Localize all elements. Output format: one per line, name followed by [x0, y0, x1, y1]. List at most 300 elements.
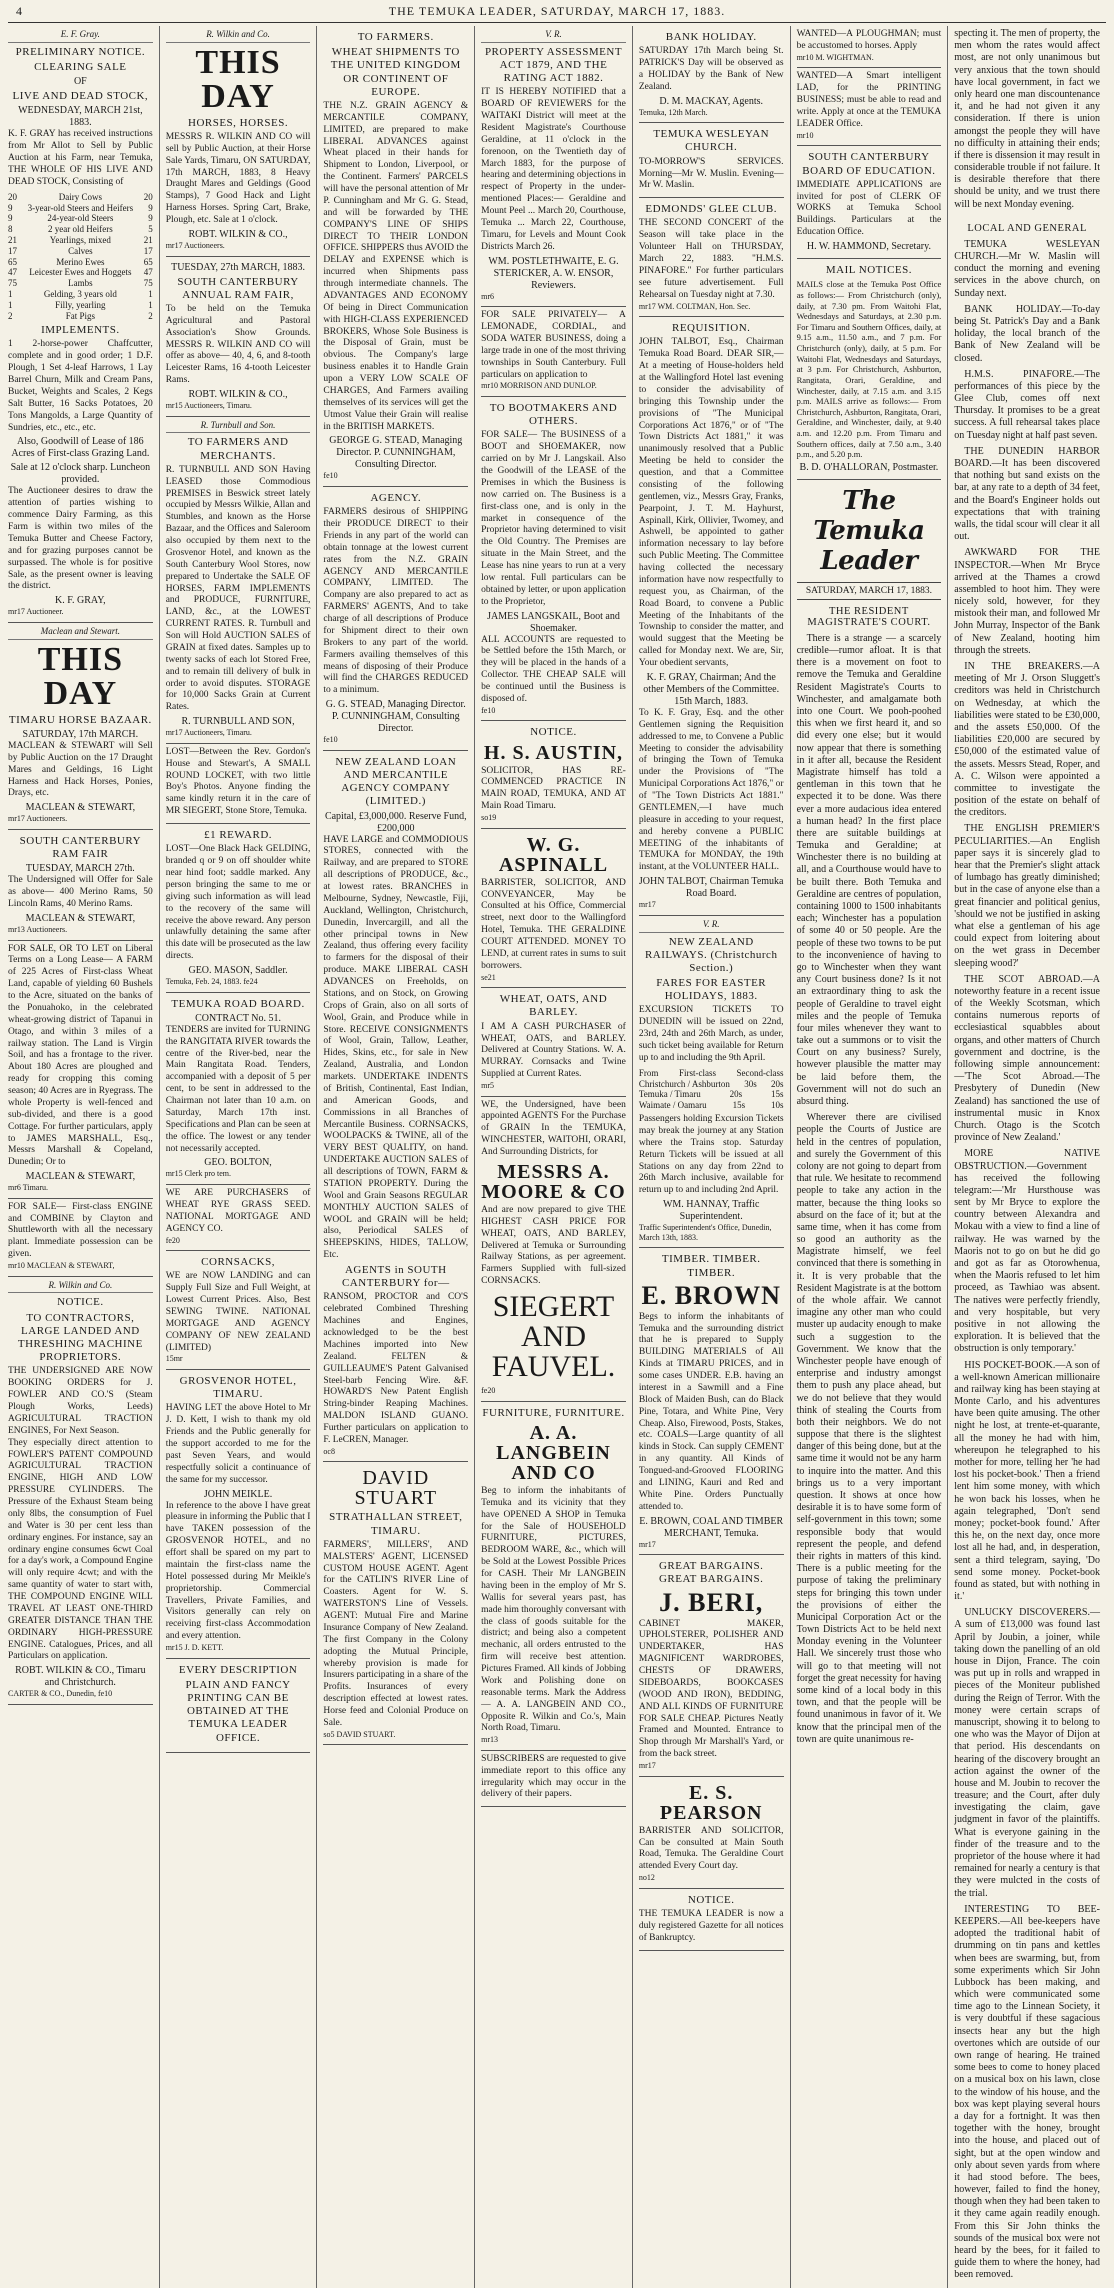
bank-holiday-ad: [639, 26, 784, 123]
ad-lead: PLAIN AND FANCY PRINTING CAN BE OBTAINED AT THE TEMUKA LEADER OFFICE.: [185, 1678, 291, 1744]
stock-count: 1: [8, 288, 13, 299]
ad-body: And are now prepared to give THE HIGHEST CASH PRICE FOR WHEAT, OATS, AND BARLEY, Delivered at Temuka or Surrounding Railway Stations, as per agreement. Farmers Supplied with full-sized CORNSACKS.: [481, 1204, 626, 1287]
road-board-ad: [166, 993, 311, 1185]
engine-sale-ad: [8, 1199, 153, 1277]
ad-signature: ROBT. WILKIN & CO.,: [188, 228, 288, 240]
ad-title: GROSVENOR HOTEL, TIMARU.: [179, 1375, 297, 1401]
ad-lead: The Undersigned will Offer for Sale as above— 400 Merino Rams, 50 Lincoln Rams, 40 Merino Rams.: [8, 875, 153, 910]
turnbull-ad: [166, 417, 311, 744]
ad-lead: R. TURNBULL AND SON Having LEASED those Commodious PREMISES in Beswick street lately occupied by Messrs Wilkie, Allan and Stumbles, and known as the Horse Bazaar, and the Offices and Saleroom also occupied by them next to the Grosvenor Hotel, and known as the South Canterbury Wool Stores, now prepared to Undertake the SALE OF HORSES, FARM IMPLEMENTS and PRODUCE, FURNITURE, LAND, &c., at the LOWEST CURRENT RATES. R. Turnbull and Son will Hold AUCTION SALES of GRAIN at fixed dates. Samples up to twenty sacks of each lot Stored Free, and to remain till delivery of bulk in order to avoid disputes. STORAGE for 10,000 Sacks Grain at Current Rates.: [165, 464, 311, 713]
ad-signature: MACLEAN & STEWART,: [25, 802, 136, 814]
stock-description: 3-year-old Steers and Heifers: [27, 202, 134, 213]
ad-footer: mr13: [481, 1735, 499, 1745]
masthead-rule: [8, 22, 1106, 23]
ad-headline: A. A. LANGBEIN AND CO: [496, 1421, 611, 1484]
ad-lead: Beg to inform the inhabitants of Temuka and its vicinity that they have OPENED A SHOP in Temuka for the Sale of HOUSEHOLD FURNITURE, PICTURES, BEDROOM WARE, &c., which will be Sold at the Lowest Possible Prices for CASH. Their Mr LANGBEIN having been in the employ of Mr S. Wallis for several years past, has made him thoroughly conversant with the class of goods suitable for the district; and being also a competent mechanic, all orders entrusted to the firm will receive best attention. Pictures Framed. All kinds of Jobbing Work and Polishing done on reasonable terms. Mark the Address— A. A. LANGBEIN AND CO., Opposite R. Wilkin and Co.'s, Main North Road, Timaru.: [481, 1485, 626, 1734]
printing-ad: [166, 1659, 311, 1753]
local-general-items: [954, 237, 1100, 2288]
ad-footer: no12: [638, 1873, 655, 1883]
ad-date: WEDNESDAY, MARCH 21st, 1883.: [18, 105, 143, 129]
ad-footer: mr17 WM. COLTMAN, Hon. Sec.: [638, 301, 751, 311]
ad-footer: mr5: [481, 1081, 495, 1091]
ad-title: £1 REWARD.: [204, 829, 273, 842]
ad-lead: HAVE LARGE and COMMODIOUS STORES, connected with the Railway, and are prepared to STORE all descriptions of PRODUCE, &c., at lowest rates. BRANCHES in Melbourne, Sydney, Newcastle, Fiji, Auckland, Wellington, Christchurch, Dunedin, Invercargill, and all the other principal towns in New Zealand, thus offering every facility to farmers for the disposal of their produce. MAKE LIBERAL CASH ADVANCES on Freeholds, on Stations, and on Stock, on Growing Crops of Grain, also on all sorts of Wool, Grain, and Produce while in Store. RECEIVE CONSIGNMENTS of Wool, Grain, Tallow, Leather, Hides, Skins, etc., for sale in New Zealand, Australia, and London markets. UNDERTAKE INDENTS of British, Continental, East Indian, and American Goods, and Commissions in all Branches of Mercantile Business. CORNSACKS, WOOLPACKS & TWINE, all of the VERY BEST QUALITY, on hand. UNDERTAKE AUCTION SALES of all descriptions of TOWN, FARM & STATION PROPERTY. During the Wool and Grain Seasons REGULAR MONTHLY AUCTION SALES of WOOL and GRAIN will be held; also, Periodical SALES of SHEEPSKINS, HIDES, TALLOW, Etc.: [323, 834, 469, 1261]
ad-lead: FOR SALE— First-class ENGINE and COMBINE by Clayton and Shuttleworth with all the necessary plant. Immediate possession can be given.: [8, 1201, 153, 1260]
fare-cell: 15s: [771, 1089, 784, 1100]
gazette-notice: [639, 1889, 784, 1951]
reward-ad: [166, 824, 311, 993]
stock-count: 2: [8, 310, 13, 321]
lad-wanted-ad: [797, 68, 942, 146]
stock-description: Dairy Cows: [58, 191, 102, 202]
ploughman-wanted-ad: [797, 26, 942, 68]
ad-title: PROPERTY ASSESSMENT ACT 1879, AND THE RATING ACT 1882.: [484, 45, 623, 85]
masthead-title: THE TEMUKA LEADER, SATURDAY, MARCH 17, 1883.: [388, 4, 726, 18]
furniture-ad: [481, 1402, 626, 1751]
ad-headline: J. BERI,: [659, 1587, 764, 1617]
stock-count: 65: [143, 256, 153, 267]
ad-footer: mr15 Clerk pro tem.: [165, 1169, 232, 1179]
ad-lead: CABINET MAKER, UPHOLSTERER, POLISHER AND UNDERTAKER, HAS MAGNIFICENT WARDROBES, CHESTS OF DRAWERS, SIDEBOARDS, BOOKCASES (WOOD AND IRON), BEDDING, AND ALL KINDS OF FURNITURE FOR SALE CHEAP. Pictures Neatly Framed and Mounted. Entrance to Shop through Mr Marshall's Yard, or from the back street.: [638, 1618, 784, 1760]
ad-footer: so5 DAVID STUART.: [323, 1729, 396, 1739]
news-item: UNLUCKY DISCOVERERS.—A sum of £13,000 was found last April by Joubin, a joiner, while taking down the panelling of an old house in Dijon, France. The coin was put up in rolls and wrapped in pieces of the Moniteur published during the Reign of Terror. With the money were certain scraps of manuscript, showing it to belong to one who was the Mayor of Dijon at that period. His descendants on hearing of the discovery brought an action against the owner of the house and M. Joubin to recover the treasure; and the Court, after duly investigating the claim, gave judgment in favor of the plaintiffs. What is everyone gaining in the finder of the treasure and to the proprietor of the house where it had remained for nearly a century is that they were mulcted in the costs of the trial.: [954, 1607, 1100, 1899]
stock-count: 17: [8, 245, 17, 256]
ad-date: TUESDAY, 27th MARCH, 1883.: [171, 261, 306, 273]
ad-footer: mr6: [481, 291, 495, 301]
ad-lead: FOR SALE— The BUSINESS of a BOOT and SHOEMAKER, now carried on by Mr J. Langskail. Also the Goodwill of the LEASE of the Premises in which the Business is now carried on. The Business is a first-class one, and is only in the market in consequence of the Proprietor having determined to visit the Old Country. The Premises are situate in the Main Street, and the Lease has nine years to run at a very low rental. Full particulars can be obtained by letter, or upon application to the Proprietor,: [481, 430, 626, 607]
ad-headline: W. G. ASPINALL: [498, 833, 609, 876]
fares-header-row: [639, 1068, 784, 1079]
bootmakers-ad: [481, 397, 626, 721]
column-6: [797, 26, 949, 2288]
stock-count: 5: [148, 224, 153, 235]
ad-footer: CARTER & CO., Dunedin, fe10: [8, 1689, 113, 1699]
ad-signature: GEORGE G. STEAD, Managing Director. P. CUNNINGHAM, Consulting Director.: [329, 435, 463, 471]
property-assessment-ad: [481, 26, 626, 307]
ad-lead: THE UNDERSIGNED ARE NOW BOOKING ORDERS for J. FOWLER AND CO.'S (Steam Plough Works, Leeds) AGRICULTURAL TRACTION ENGINES, For Next Season.: [8, 1366, 153, 1436]
article-paragraph: There is a strange — a scarcely credible—rumor afloat. It is that there is a movement on foot to remove the Temuka and Geraldine Resident Magistrate's Courts to Winchester, and amalgamate both into one Court. We pooh-poohed this when we first heard it, and so did every one else; but it would now appear that there is something in it after all, because the Resident Magistrate himself has told a gentleman in this town that he expected it to be done. Was there ever a more audacious idea entered a human head? In the first place there are suitable buildings at Temuka and Geraldine; at Winchester there is no building at all, and a Courthouse would have to be built there. Both Temuka and Geraldine are centres of population, containing 1000 to 1500 inhabitants each; Winchester has a population of some 40 or 50 people. Are the people of these two towns to be put to the inconvenience of having to go to Winchester when they want any Court business done? Is it not an extraordinary thing to ask the people of Geraldine to travel eight miles and the people of Temuka four miles whenever they want to take out a summons or to visit the Court on any business? Surely, however plausible the matter may be laid before them, the Government will not do such an absurd thing.: [796, 632, 942, 1107]
ad-signature: E. BROWN, COAL AND TIMBER MERCHANT, Temuka.: [639, 1515, 784, 1539]
farm-sale-ad: [8, 941, 153, 1199]
ad-signature-2: JOHN TALBOT, Chairman Temuka Road Board.: [638, 876, 784, 900]
ad-signature: K. F. GRAY,: [55, 595, 106, 607]
ad-lead: BARRISTER, SOLICITOR, AND CONVEYANCER, May be Consulted at his Office, Commercial street, next door to the Wallingford Hotel, Temuka. THE GERALDINE COURT ATTENDED. MONEY TO LEND, at current rates in sums to suit borrowers.: [481, 877, 626, 971]
ad-lead: IT IS HEREBY NOTIFIED that a BOARD OF REVIEWERS for the WAITAKI District will meet at the Resident Magistrate's Courthouse Geraldine, at 11 o'clock in the forenoon, on the Twentieth day of March 1883, for the purpose of hearing and determining objections in respect of Property in the under-mentioned Places:— Geraldine and Mount Peel ... March 20, Courthouse, Temuka ... March 22, Courthouse, Timaru, for Levels and Mount Cook Districts March 26.: [481, 87, 626, 252]
stock-description: 24-year-old Steers: [47, 213, 114, 224]
article-title: THE RESIDENT MAGISTRATE'S COURT.: [807, 605, 931, 628]
ad-title: BANK HOLIDAY.: [665, 31, 757, 43]
fares-row: [639, 1089, 784, 1100]
ad-firm-name: SIEGERT AND FAUVEL.: [491, 1290, 616, 1384]
fare-cell: Second-class: [736, 1067, 784, 1078]
ad-body: Passengers holding Excursion Tickets may break the journey at any Station where the Trains stop. Saturday Return Tickets will be issued at all Stations on any day from 22nd to 26th March inclusive, available for return up to and including 2nd April.: [638, 1114, 784, 1196]
ad-title: NOTICE.: [57, 1296, 104, 1309]
ad-subtitle: TIMARU HORSE BAZAAR.: [8, 713, 152, 726]
ad-body: To K. F. Gray, Esq. and the other Gentlemen signing the Requisition addressed to me, to Convene a Public Meeting to consider the advisability of bringing the Town of Temuka under the Provisions of "The Municipal Corporations Act 1876," or of "The Town Districts Act 1881." GENTLEMEN,—I have much pleasure in acceding to your request, and hereby convene a PUBLIC MEETING of the inhabitants of TEMUKA for MONDAY, the 19th instant, at the VOLUNTEER HALL.: [638, 707, 784, 873]
ad-headline: THIS DAY: [195, 43, 281, 115]
stock-count: 47: [143, 267, 153, 278]
stock-row: [8, 311, 153, 322]
ad-lead: BARRISTER AND SOLICITOR, Can be consulted at Main South Road, Temuka. The Geraldine Court attended Every Court day.: [638, 1825, 784, 1872]
column-3: [323, 26, 475, 2288]
stock-row: [8, 257, 153, 268]
ad-signature: H. W. HAMMOND, Secretary.: [806, 241, 931, 253]
fare-cell: 20s: [771, 1078, 784, 1089]
ad-lead: EXCURSION TICKETS TO DUNEDIN will be issued on 22nd, 23rd, 24th and 26th March, as under, such ticket being available for Return up to and including the 9th April.: [638, 1005, 784, 1063]
ad-header: R. Wilkin and Co.: [8, 1280, 153, 1294]
ad-title: TIMBER. TIMBER. TIMBER.: [661, 1253, 761, 1279]
news-item: MORE NATIVE OBSTRUCTION.—Government has received the following telegram:—'Mr Hursthouse was sent by Mr Bryce to explore the country between Alexandra and Mokau with a view to find a line of railway. He was warned by the Maoris not to go on but he did go and got as far as Otorowhenua, when the Maoris refused to let him proceed, as Tawhiao was absent. The natives were perfectly friendly, and very hospitable, but very positive in not allowing the exploration. It is believed that the obstruction is only temporary.': [954, 1148, 1100, 1355]
ad-title: SOUTH CANTERBURY BOARD OF EDUCATION.: [802, 151, 936, 177]
stock-description: Leicester Ewes and Hoggets: [29, 267, 132, 278]
ad-title: EDMONDS' GLEE CLUB.: [645, 203, 777, 216]
ad-lead: MAILS close at the Temuka Post Office as follows:— From Christchurch (only), daily, at 7.30 pm. From Waitohi Flat, Wednesdays and Saturdays, at 2.30 p.m. For Timaru and Southern Offices, daily, at 9.15 a.m., 11.50 a.m., and 7 p.m. For Christchurch (only), daily, at 5 p.m. For Waitohi Flat, Wednesdays and Saturdays, at 3 p.m. For Christchurch, Ashburton, Rangitata, Orari, Geraldine, and Winchester, daily, at 7.15 a.m. and 3.15 p.m. MAILS arrive as follows:— From Christchurch, Ashburton, Rangitata, Orari, Geraldine, and Winchester, daily, at 9.40 a.m. and 12.20 p.m. From Timaru and Southern offices, daily at 7.50 a.m., 3.40 p.m., and 5.20 p.m.: [796, 279, 942, 460]
stock-description: Gelding, 3 years old: [43, 288, 117, 299]
grain-purchaser-ad: [481, 988, 626, 1096]
stock-row: [8, 289, 153, 300]
stock-count: 2: [148, 310, 153, 321]
requisition-ad: [639, 317, 784, 916]
stock-count: 20: [8, 191, 17, 202]
stock-count: 21: [143, 234, 153, 245]
fare-cell: 15s: [732, 1100, 746, 1111]
ad-lead: TO-MORROW'S SERVICES. Morning—Mr W. Muslin. Evening—Mr W. Maslin.: [638, 156, 784, 191]
fares-table: [639, 1068, 784, 1111]
grain-agents-ad: [481, 1097, 626, 1402]
ad-body: ALL ACCOUNTS are requested to be Settled before the 15th March, or they will be placed in the hands of a Collector. THE CHEAP SALE will be continued until the Business is disposed of.: [481, 634, 626, 704]
clearing-sale-ad: [8, 26, 153, 623]
news-item: TEMUKA WESLEYAN CHURCH.—Mr W. Maslin will conduct the morning and evening services in the above church, on Sunday next.: [954, 238, 1100, 299]
ad-header: E. F. Gray.: [8, 29, 153, 43]
ad-title: PRELIMINARY NOTICE.: [15, 45, 146, 58]
ad-signature: R. TURNBULL AND SON,: [181, 716, 295, 728]
wheat-shipments-ad: [323, 26, 468, 487]
ad-lead: HAVING LET the above Hotel to Mr J. D. Kett, I wish to thank my old Friends and the Public generally for the support accorded to me for the past Seven Years, and would respectfully solicit a continuance of the same for my successor.: [165, 1403, 311, 1485]
stock-count: 17: [143, 245, 153, 256]
local-general-title: LOCAL AND GENERAL: [967, 222, 1087, 234]
mail-notices: [797, 259, 942, 480]
ad-subtitle: WHEAT SHIPMENTS TO THE UNITED KINGDOM OR CONTINENT OF EUROPE.: [330, 46, 461, 98]
ad-header: V. R.: [639, 919, 784, 933]
ad-lead: THE TEMUKA LEADER is now a duly registered Gazette for all notices of Bankruptcy.: [638, 1908, 784, 1943]
stock-row: [8, 213, 153, 224]
ad-lead: FOR SALE PRIVATELY— A LEMONADE, CORDIAL, and SODA WATER BUSINESS, doing a large trade in one of the most thriving townships in South Canterbury. Full particulars on application to: [481, 310, 626, 380]
ad-footer: Temuka, Feb. 24, 1883. fe24: [165, 977, 258, 986]
column-7: [954, 26, 1106, 2288]
ad-subtitle-2: LIVE AND DEAD STOCK,: [12, 90, 149, 103]
ad-footer: mr6 Timaru.: [8, 1183, 49, 1193]
news-item: IN THE BREAKERS.—A meeting of Mr J. Orson Sluggett's creditors was held in Christchurch on Wednesday, at which the liabilities were stated to be £30,000, and the assets £50,000. Of the liabilities £20,000 are secured by £50,000 of the estimated value of the assets. Messrs Stead, Roper, and A. C. Wilson were appointed a committee to investigate the position of the estate on behalf of the creditors.: [954, 661, 1100, 819]
horses-sale-ad: [166, 26, 311, 257]
ad-footer: mr17: [638, 1761, 656, 1771]
ad-title: NOTICE.: [530, 726, 577, 739]
implements-heading: IMPLEMENTS.: [41, 324, 120, 337]
grosvenor-hotel-ad: [166, 1370, 311, 1659]
ad-signature: MACLEAN & STEWART,: [25, 1171, 136, 1183]
stock-list: [8, 192, 153, 322]
ad-lead: THE SECOND CONCERT of the Season will take place in the Volunteer Hall on THURSDAY, March 22, 1883. "H.M.S. PINAFORE." For further particulars see future advertisement. Full Rehearsal on Tuesday night at 7.30.: [638, 218, 784, 300]
stock-count: 75: [143, 278, 153, 289]
ad-title: EVERY DESCRIPTION: [178, 1663, 298, 1676]
stock-description: Calves: [68, 245, 93, 256]
ad-title: TO BOOTMAKERS AND OTHERS.: [489, 402, 618, 428]
fare-cell: Christchurch / Ashburton: [638, 1078, 730, 1089]
ad-footer: fe20: [481, 1386, 496, 1396]
page-columns: [8, 26, 1106, 2281]
stock-count: 20: [143, 191, 153, 202]
wesleyan-church-ad: [639, 123, 784, 198]
ad-subtitle: FARES FOR EASTER HOLIDAYS, 1883.: [656, 977, 767, 1003]
timber-ad: [639, 1248, 784, 1555]
aspinall-ad: [481, 829, 626, 989]
stock-count: 9: [148, 202, 153, 213]
loan-agency-ad: [323, 751, 468, 1463]
subscribers-notice: [481, 1751, 626, 1808]
stock-row: [8, 235, 153, 246]
fare-cell: Waimate / Oamaru: [638, 1100, 707, 1111]
news-item: BANK HOLIDAY.—To-day being St. Patrick's Day and a Bank holiday, the local branch of the Bank of New Zealand will be closed.: [954, 303, 1100, 364]
article-paragraph: Wherever there are civilised people the Courts of Justice are held in the centres of population, and surely the Government of this colony are not going to depart from that rule. We hesitate to recommend people to take any action in the matter, because the thing looks so absurd on the face of it; but at the same time, when it has come from so good an authority as the Magistrate himself, we feel convinced that there is something in it. It is very probable that the Resident Magistrate is at the bottom of the whole affair. We cannot imagine any other man who could muster up audacity enough to make such a suggestion to the Government. We know that the Winchester people have enough of enterprise and industry amongst them to push any place ahead, but we do not believe that they would think of stealing the Courts from both their neighbors. We do not suppose that there is the slightest danger of this being done, but at the same time it would not be any harm to inquire into the matter. And this brings us to a very important question. It shows at once how desirable it is to have some form of self-government in this town; some responsible body that would represent the people, and defend their rights in matters of this kind. There is a public meeting for the purpose of taking the preliminary steps for bringing this town under the provisions of either the Municipal Corporation Act or the Town Districts Act to be held next Monday evening in the Volunteer Hall. We sincerely trust those who will go to that meeting will not forget the great necessity for having some kind of a local body in this town, and that the people will be found unanimous in favor of it. We know that the principal men of the town are quite unanimous re-: [796, 1112, 942, 1745]
ad-lead: JOHN TALBOT, Esq., Chairman Temuka Road Board. DEAR SIR,—At a meeting of House-holders held at the Wallingford Hotel last evening to consider the advisability of bringing this Township under the provisions of "The Municipal Corporations Act 1876," or of "The Town Districts Act 1881," it was unanimously resolved that a Public Meeting be held to consider the question, and that a Committee consisting of the following gentlemen, viz., Messrs Gray, Franks, Pearpoint, J. T. M. Hayhurst, Aspinall, Kirk, Ollivier, Twomey, and Ashwell, be appointed to gather information necessary to lay before such Public Meeting. The Committee having collected the necessary information have now respectfully to request you, as Chairman, of the Road Board, to convene a Public Meeting of the Inhabitants of the Township to consider the matter, and would suggest that the Meeting be called for Monday next. We are, Sir, Your obedient servants,: [638, 337, 784, 668]
stock-description: Fat Pigs: [65, 310, 95, 321]
ad-lead: K. F. GRAY has received instructions from Mr Allot to Sell by Public Auction at his Farm, near Temuka, THE WHOLE OF HIS LIVE AND DEAD STOCK, Consisting of: [8, 129, 153, 187]
ad-subtitle: Capital, £3,000,000. Reserve Fund, £200,000: [324, 810, 467, 834]
ad-footer: mr10 MORRISON AND DUNLOP.: [481, 381, 597, 391]
ad-title: TO FARMERS.: [357, 31, 434, 43]
newspaper-dateline: SATURDAY, MARCH 17, 1883.: [797, 582, 942, 600]
stock-description: Lambs: [68, 278, 93, 289]
ad-header: V. R.: [481, 29, 626, 43]
ad-signature: GEO. MASON, Saddler.: [188, 965, 288, 976]
ad-footer: mr17: [638, 1539, 656, 1549]
ad-footer: fe10: [323, 735, 338, 745]
ad-lead: SATURDAY 17th March being St. PATRICK'S Day will be observed as a HOLIDAY by the Bank of New Zealand.: [638, 46, 784, 92]
ad-footer: so19: [481, 813, 497, 823]
ad-footer: Temuka, 12th March.: [638, 107, 708, 117]
stock-description: Filly, yearling: [55, 299, 106, 310]
column-1: [8, 26, 160, 2288]
stock-count: 8: [8, 224, 13, 235]
stock-row: [8, 300, 153, 311]
ad-lead: WE are NOW LANDING and can Supply Full Size and Full Weight, at Lowest Current Prices. Also, Best SEWING TWINE. NATIONAL MORTGAGE AND AGENCY COMPANY OF NEW ZEALAND (LIMITED): [165, 1271, 311, 1353]
stock-count: 21: [8, 234, 17, 245]
ad-header: R. Wilkin and Co.: [166, 29, 311, 43]
ad-subtitle: CORNSACKS,: [201, 1256, 275, 1269]
ad-header: Maclean and Stewart.: [8, 626, 153, 640]
annual-ram-fair-ad: [166, 257, 311, 417]
ad-title: TEMUKA ROAD BOARD.: [171, 997, 305, 1010]
agency-ad: [323, 487, 468, 751]
ad-title: SOUTH CANTERBURY RAM FAIR: [19, 834, 142, 861]
ad-subtitle: HORSES, HORSES.: [188, 116, 289, 129]
ram-fair-ad: [8, 830, 153, 941]
implements-text: 1 2-horse-power Chaffcutter, complete and in good order; 1 D.F. Plough, 1 Set 4-leaf Harrows, 1 Lay Barrel Churn, Milk and Cream Pans, Bucket, Weights and Scales, 2 Kegs Salt Butter, 16 Sacks Potatoes, 20 Tons Mangolds, a Large Quantity of Sundries, etc., etc., etc.: [8, 339, 153, 433]
ad-signature: G. G. STEAD, Managing Director. P. CUNNINGHAM, Consulting Director.: [325, 699, 466, 735]
ad-body: They especially direct attention to FOWLER'S PATENT COMPOUND AGRICULTURAL TRACTION ENGINE, HIGH AND LOW PRESSURE CYLINDERS. The Pressure of the Exhaust Steam being only 8lbs, the consumption of Fuel and Water is 30 per cent less than ordinary engines. For instance, say an ordinary engine consumes 6cwt Coal for a day's work, a Compound Engine will only require 4cwt; and with the same quantity of water to start with, THE COMPOUND ENGINE WILL TRAVEL AT LEAST ONE-THIRD GREATER DISTANCE THAN THE ORDINARY HIGH-PRESSURE ENGINE. Catalogues, Prices, and all Particulars on application.: [8, 1437, 153, 1662]
news-item: THE SCOT ABROAD.—A noteworthy feature in a recent issue of the Weekly Scotsman, which contains numerous reports of ecclesiastical squabbles about organs, and other matters of Church government and doctrine, is the following simple announcement:—'The Scot Abroad.—The Presbytery of Dunedin (New Zealand) has sanctioned the use of instrumental music in Knox Church. Otago is the Scotch province of New Zealand.': [954, 973, 1100, 1144]
stock-count: 65: [8, 256, 17, 267]
solicitor-austin-ad: [481, 721, 626, 828]
ad-lead: THE N.Z. GRAIN AGENCY & MERCANTILE COMPANY, LIMITED, are prepared to make LIBERAL ADVANCES against Wheat placed in their hands for Shipment to London, Liverpool, or the Continent. Farmers' PARCELS will have the personal attention of Mr P. Cunningham and Mr G. G. Stead, and will be forwarded by THE COMPANY'S LINE OF SHIPS DIRECT TO THEIR LONDON OFFICE. SHIPPERS thus AVOID the DELAY and EXPENSE which is incurred when Shipments pass through intermediate channels. The ADVANTAGES AND ECONOMY Of being in Direct Communication with HIGH-CLASS EXPERIENCED BROKERS, Whose Sole Business is the Disposal of Grain, must be obvious. The Company's large business enables it to Handle Grain upon a VERY LOW SCALE OF CHARGES, And Farmers availing themselves of its services will get the Utmost Value their Grain will realise in the BRITISH MARKETS.: [323, 100, 469, 432]
ad-date: SATURDAY, 17th MARCH.: [22, 728, 139, 740]
stock-row: [8, 267, 153, 278]
ad-attention: The Auctioneer desires to draw the attention of parties wishing to commence Dairy Farming, as this Farm is within two miles of the Temuka Butter and Cheese Factory, and for grazing purposes cannot be surpassed. The whole is for positive Sale, as the present owner is leaving the district.: [8, 486, 153, 592]
ad-lead: MACLEAN & STEWART will Sell by Public Auction on the 17 Draught Mares and Geldings, 16 Light Harness and Hack Horses, Ponies, Drays, etc.: [8, 740, 153, 799]
column-2: [166, 26, 318, 2288]
ad-lead: IMMEDIATE APPLICATIONS are invited for post of CLERK OF WORKS at Temuka School Buildings. Particulars at the Education Office.: [796, 179, 942, 238]
stock-count: 1: [8, 299, 13, 310]
ad-lead: SUBSCRIBERS are requested to give immediate report to this office any irregularity which may occur in the delivery of their papers.: [481, 1753, 626, 1800]
ad-subtitle: CLEARING SALE: [34, 60, 127, 73]
ad-signature: B. D. O'HALLORAN, Postmaster.: [799, 461, 939, 473]
ad-title: NOTICE.: [687, 1893, 735, 1906]
ad-footer: 15mr: [165, 1354, 183, 1364]
glee-club-ad: [639, 198, 784, 317]
ad-signature: ROBT. WILKIN & CO., Timaru and Christchurch.: [15, 1665, 146, 1689]
ad-signature: JAMES LANGSKAIL, Boot and Shoemaker.: [487, 610, 620, 634]
ad-footer: mr15 Auctioneers, Timaru.: [165, 401, 252, 411]
ad-footer: mr17 Auctioneers.: [165, 240, 225, 250]
ad-signature: ROBT. WILKIN & CO.,: [188, 389, 288, 401]
ad-lead: FARMERS desirous of SHIPPING their PRODUCE DIRECT to their Friends in any part of the world can obtain tonnage at the lowest current rates from the N.Z. GRAIN AGENCY AND MERCANTILE COMPANY, LIMITED. The Company are also prepared to act as FARMERS' AGENTS, And to take charge of all descriptions of Produce for Shipment direct to their own Brokers to any part of the world. Farmers availing themselves of this means of disposing of their Produce will find the CHARGES REDUCED to a minimum.: [323, 507, 469, 696]
ad-title: NEW ZEALAND RAILWAYS. (Christchurch Section.): [644, 935, 778, 974]
ad-title: MAIL NOTICES.: [825, 264, 912, 277]
stock-description: Yearlings, mixed: [49, 234, 111, 245]
ad-lead: I AM A CASH PURCHASER of WHEAT, OATS, and BARLEY. Delivered at Country Stations. W. A. MURRAY. Cornsacks and Twine Supplied at Current Rates.: [481, 1021, 626, 1080]
ad-signature: MACLEAN & STEWART,: [25, 912, 136, 924]
ad-footer: mr10: [796, 130, 814, 140]
fare-cell: 30s: [744, 1078, 757, 1089]
ad-footer: mr15 J. D. KETT.: [165, 1643, 224, 1652]
stock-count: 75: [8, 278, 17, 289]
masthead: [0, 0, 1114, 22]
ad-title: AGENCY.: [370, 492, 422, 505]
ad-lead: LOST—One Black Hack GELDING, branded q or 9 on off shoulder white near hind foot; saddle marked. Any person bringing the same to me or giving such information as will lead to the recovery of the same will receive the above reward. Any person unlawfully detaining the same after this date will be prosecuted as the law directs.: [165, 844, 311, 962]
ad-sale-time: Sale at 12 o'clock sharp. Luncheon provided.: [10, 462, 151, 486]
fare-cell: 20s: [729, 1089, 743, 1100]
ad-footer: fe10: [481, 705, 496, 715]
ad-also: Also, Goodwill of Lease of 186 Acres of First-class Grazing Land.: [11, 436, 150, 460]
ad-headline: THIS DAY: [37, 640, 123, 712]
ad-lead: MESSRS R. WILKIN AND CO will sell by Public Auction, at their Horse Sale Yards, Timaru, ON SATURDAY, 17th MARCH, 1883, 8 Heavy Draught Mares and Geldings (Good Stamps), 7 Good Hack and Light Harness Horses. Spring Cart, Brake, Plough, etc. Sale at 1 o'clock.: [165, 131, 311, 226]
ad-footer: fe20: [165, 1235, 180, 1245]
ad-agents-text: RANSOM, PROCTOR and CO'S celebrated Combined Threshing Machines and Engines, acknowledged to be the best Machines imported into New Zealand. FELTEN & GUILLEAUME'S Patent Galvanised Steel-barb Fencing Wire. &F. HOWARD'S New Patent English String-binder Reaping Machines. MALDON ISLAND GUANO. Further particulars on application to F. LeCREN, Manager.: [323, 1292, 469, 1445]
ad-lead: WANTED—A Smart intelligent LAD, for the PRINTING BUSINESS; must be able to read and write. Apply at once at the TEMUKA LEADER Office.: [796, 71, 942, 129]
stock-row: [8, 192, 153, 203]
ad-headline: MESSRS A. MOORE & CO: [481, 1160, 626, 1203]
stock-row: [8, 224, 153, 235]
ad-agents-title: AGENTS in SOUTH CANTERBURY for—: [341, 1264, 450, 1290]
article-body: [797, 631, 942, 1752]
ad-lead: SOLICITOR, HAS RE-COMMENCED PRACTICE IN MAIN ROAD, TEMUKA, AND AT Main Road Timaru.: [481, 765, 626, 812]
fare-cell: First-class: [678, 1067, 716, 1078]
railways-ad: [639, 916, 784, 1249]
ad-headline: E. BROWN: [641, 1280, 781, 1310]
news-item: AWKWARD FOR THE INSPECTOR.—When Mr Bryce arrived at the Thames a crowd assembled to hoot him. They were nicely sold, however, for they mistook their man, and followed Mr John Murray, Inspector of the Bank of New Zealand, hooting him through the streets.: [954, 547, 1100, 656]
fare-cell: Temuka / Timaru: [638, 1089, 701, 1100]
ad-title: REQUISITION.: [671, 322, 751, 335]
traction-engine-ad: [8, 1277, 153, 1705]
news-item: H.M.S. PINAFORE.—The performances of this piece by the Glee Club, comes off next Thursday. It promises to be a great success. A full rehearsal takes place on Tuesday night at half past seven.: [954, 368, 1100, 441]
ad-lead: FOR SALE, OR TO LET on Liberal Terms on a Long Lease— A FARM of 225 Acres of First-class Wheat Land, capable of yielding 60 Bushels to the Acre, situated on the banks of the Ponuahoko, in the celebrated wheat-growing district of Tapanui in Otago, and within 3 miles of a railway station. The Land is Virgin Soil, and has a frontage to the river. About 180 Acres are ploughed and ready for cropping this coming season; 40 Acres are in Ryegrass. The whole Property is well-fenced and sub-divided, and there is a good Cottage. For further particulars, apply to JAMES MARSHALL, Esq., Messrs Marshall & Copeland, Dunedin; Or to: [8, 943, 153, 1168]
ad-title: FURNITURE, FURNITURE.: [482, 1406, 625, 1419]
ad-footer: oc8: [323, 1446, 335, 1456]
education-board-ad: [797, 146, 942, 259]
purchasers-ad: [166, 1185, 311, 1251]
stock-description: 2 year old Heifers: [47, 224, 113, 235]
cornsacks-ad: [166, 1251, 311, 1370]
stock-count: 1: [148, 299, 153, 310]
ad-title: TEMUKA WESLEYAN CHURCH.: [653, 128, 770, 154]
stock-count: 1: [148, 288, 153, 299]
stock-count: 9: [8, 202, 13, 213]
ad-title: WHEAT, OATS, AND BARLEY.: [499, 993, 608, 1019]
pearson-ad: [639, 1777, 784, 1889]
ad-lead: To be held on the Temuka Agricultural and Pastoral Association's Show Grounds. MESSRS R. WILKIN AND CO will offer as above— 40, 4, 6, and 8-tooth Leicester Rams, 16 4-tooth Leicester Rams.: [165, 303, 311, 386]
stock-description: Merino Ewes: [56, 256, 105, 267]
stock-row: [8, 203, 153, 214]
stock-row: [8, 246, 153, 257]
ad-lead: FARMERS', MILLERS', AND MALSTERS' AGENT, LICENSED CUSTOM HOUSE AGENT. Agent for the CATLIN'S RIVER Line of Coasters. Agent for W. S. WATERSTON'S Line of Vessels. AGENT: Mutual Fire and Marine Insurance Company of New Zealand. The first Company in the Colony adopting the Mutual Principle, whereby provision is made for Insurers participating in a share of the Profits. Insurances of every description effected at lowest rates. Horse feed and Colonial Produce on Sale.: [323, 1539, 469, 1728]
news-item: HIS POCKET-BOOK.—A son of a well-known American millionaire and railway king has been staying at Monte Carlo, and his adventures have been quite amusing. The other night he lost, at trente-et-quarante, all the money he had with him, whereupon he telegraphed to his mother for more, telling her 'he had lost his pocket-book.' Then a friend lent him some money, with which he won back his losses, when he again telegraphed, 'Don't send money; pocket-book found.' After this he, on the next day, once more lost all he had, and, in desperation, sent a third telegram, saying, 'Do send some money. Pocket-book found as stated, but with nothing in it.': [954, 1359, 1100, 1603]
ad-footer: mr17 Auctioneer.: [8, 607, 64, 617]
news-item: THE ENGLISH PREMIER'S PECULIARITIES.—An English paper says it is sincerely glad to hear that the Premier's slight attack of lumbago has greatly diminished; but in the case of anyone else than a great financier and political genius, 'should we not be justified in asking what else a gentleman of his age could expect from loitering about on the wet grass in December sleeping wood?': [954, 823, 1100, 969]
bargains-ad: [639, 1555, 784, 1776]
ad-title: NEW ZEALAND LOAN AND MERCANTILE AGENCY COMPANY (LIMITED.): [335, 755, 457, 808]
ad-signature: WM. HANNAY, Traffic Superintendent.: [662, 1199, 760, 1223]
ad-signature: D. M. MACKAY, Agents.: [659, 95, 764, 107]
lost-locket-ad: [166, 744, 311, 824]
newspaper-title: The Temuka Leader: [813, 485, 925, 576]
ad-headline: H. S. AUSTIN,: [483, 741, 624, 764]
ad-title: TO FARMERS AND MERCHANTS.: [187, 436, 289, 462]
ad-header: R. Turnbull and Son.: [166, 420, 311, 434]
fare-cell: 10s: [771, 1100, 784, 1111]
stock-count: 47: [8, 267, 17, 278]
stock-count: 9: [8, 213, 13, 224]
news-item: THE DUNEDIN HARBOR BOARD.—It has been discovered that nothing but sand exists on the bar, at any rate to a depth of 34 feet, and the Board's Engineer holds out expectations that with training walls, the tidal scour will clear it all out.: [954, 445, 1100, 543]
ad-body: In reference to the above I have great pleasure in informing the Public that I have TAKEN possession of the GROSVENOR HOTEL, and no effort shall be spared on my part to maintain the first-class name the Hotel possessed during Mr Meikle's proprietorship. Commercial Travellers, Private Families, and Visitors generally can rely on receiving first-class Accommodation and every attention.: [165, 1500, 311, 1642]
ad-headline: E. S. PEARSON: [659, 1781, 763, 1824]
david-stuart-ad: [323, 1462, 468, 1745]
ad-subtitle: STRATHALLAN STREET, TIMARU.: [329, 1511, 463, 1537]
ad-subtitle: SOUTH CANTERBURY ANNUAL RAM FAIR,: [177, 275, 299, 301]
ad-lead: Begs to inform the inhabitants of Temuka and the surrounding district that he is prepared to Supply BUILDING MATERIALS of All Kinds at TIMARU PRICES, and in some cases UNDER. E.B. having an interest in a Sawmill and a Fine Block of Maiden Bush, can do Black Pine, Totara, and White Pine, Very Cheap. Also, Firewood, Posts, Stakes, etc. COALS—Large quantity of all kinds in Stock. Can supply CEMENT in any quantity. All Kinds of Tongued-and-Grooved FLOORING and LINING, Kauri and Red and White Pine. Orders Punctually attended to.: [638, 1311, 784, 1512]
ad-lead: WE, the Undersigned, have been appointed AGENTS For the Purchase of GRAIN In the TEMUKA, WINCHESTER, WAITOHI, ORARI, And Surrounding Districts, for: [481, 1099, 626, 1158]
ad-footer: mr17: [638, 900, 656, 910]
ad-subtitle-of: OF: [73, 76, 87, 88]
ad-footer: mr10 MACLEAN & STEWART,: [8, 1261, 115, 1271]
article-continuation: [954, 26, 1100, 217]
column-4: [481, 26, 633, 2288]
ad-date: TUESDAY, MARCH 27th.: [25, 863, 135, 875]
lemonade-sale-ad: [481, 307, 626, 397]
article-continuation-text: specting it. The men of property, the men whom the rates would affect most, are not only unanimous but very anxious that the town should have local government, in fact we only heard one man discountenance it, and he had not given it any consideration. If there is union amongst the people they will have no difficulty in attaining their ends; if there is dissension it may result in considerable trouble if not failure. It is desirable therefore that there should be unity, and we trust there will be next Monday evening.: [954, 28, 1100, 210]
ad-lead: TENDERS are invited for TURNING the RANGITATA RIVER towards the centre of the River-bed, near the Main Rangitata Road. Tenders, accompanied with a deposit of 5 per cent, to be sent in addressed to the Chairman not later than 10 a.m. on Saturday, March 17th inst. Specifications and Plan can be seen at the office. The lowest or any tender not necessarily accepted.: [165, 1024, 311, 1154]
ad-headline: DAVID STUART: [354, 1467, 438, 1510]
ad-footer: fe10: [323, 471, 338, 481]
page-number: 4: [16, 4, 23, 18]
column-5: [639, 26, 791, 2288]
ad-footer: Traffic Superintendent's Office, Dunedin, March 13th, 1883.: [638, 1223, 772, 1242]
ad-signature: K. F. GRAY, Chairman; And the other Members of the Committee. 15th March, 1883.: [643, 671, 780, 707]
ad-title: GREAT BARGAINS. GREAT BARGAINS.: [658, 1560, 764, 1586]
ad-signature: WM. POSTLETHWAITE, E. G. STERICKER, A. W. ENSOR, Reviewers.: [488, 255, 619, 291]
ad-subtitle: TO CONTRACTORS, LARGE LANDED AND THRESHING MACHINE PROPRIETORS.: [17, 1311, 143, 1364]
ad-footer: mr17 Auctioneers, Timaru.: [165, 728, 252, 738]
ad-footer: mr17 Auctioneers.: [8, 814, 68, 824]
ad-signature: GEO. BOLTON,: [204, 1157, 272, 1169]
